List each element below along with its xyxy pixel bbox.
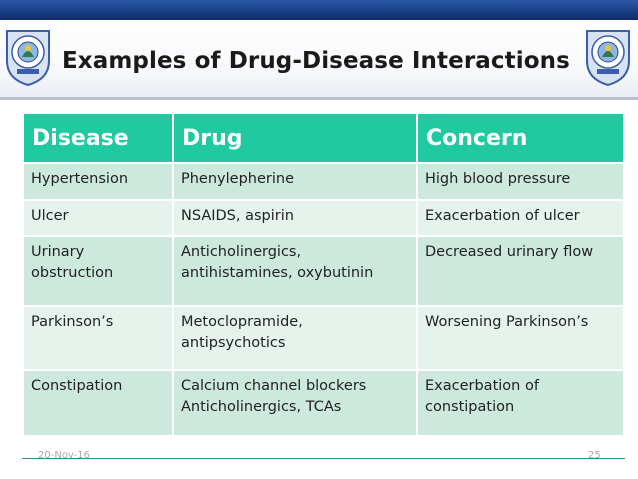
header-drug: Drug: [173, 113, 417, 163]
top-band: [0, 0, 638, 20]
slide-title: Examples of Drug-Disease Interactions: [62, 48, 570, 74]
footer-date: 20-Nov-16: [38, 450, 90, 461]
table-row: [23, 200, 624, 236]
cell-disease: Hypertension: [23, 163, 173, 200]
header-disease: Disease: [23, 113, 173, 163]
cell-drug: Phenylepherine: [173, 163, 417, 200]
cell-concern: Exacerbation of ulcer: [417, 200, 624, 236]
table-row: [23, 163, 624, 200]
university-seal-left: [3, 27, 53, 87]
university-seal-right: [583, 27, 633, 87]
cell-drug: [173, 370, 417, 436]
cell-concern: Worsening Parkinson’s: [417, 306, 624, 370]
table-row: [23, 306, 624, 370]
cell-drug-line: Calcium channel blockers: [181, 378, 367, 394]
cell-drug: NSAIDS, aspirin: [173, 200, 417, 236]
cell-drug-line: Anticholinergics, TCAs: [181, 399, 342, 415]
cell-drug: Anticholinergics, antihistamines, oxybutinin: [173, 236, 417, 306]
cell-disease: Urinary obstruction: [23, 236, 173, 306]
cell-disease: Ulcer: [23, 200, 173, 236]
interactions-table: [22, 112, 625, 437]
table-header-row: [23, 113, 624, 163]
header-concern: Concern: [417, 113, 624, 163]
cell-disease: Constipation: [23, 370, 173, 436]
cell-concern: Exacerbation of constipation: [417, 370, 624, 436]
table-row: [23, 370, 624, 436]
cell-disease: Parkinson’s: [23, 306, 173, 370]
page-number: 25: [588, 450, 601, 461]
cell-concern: High blood pressure: [417, 163, 624, 200]
cell-concern: Decreased urinary flow: [417, 236, 624, 306]
table-row: [23, 236, 624, 306]
footer-divider: [22, 458, 625, 459]
cell-drug: Metoclopramide, antipsychotics: [173, 306, 417, 370]
